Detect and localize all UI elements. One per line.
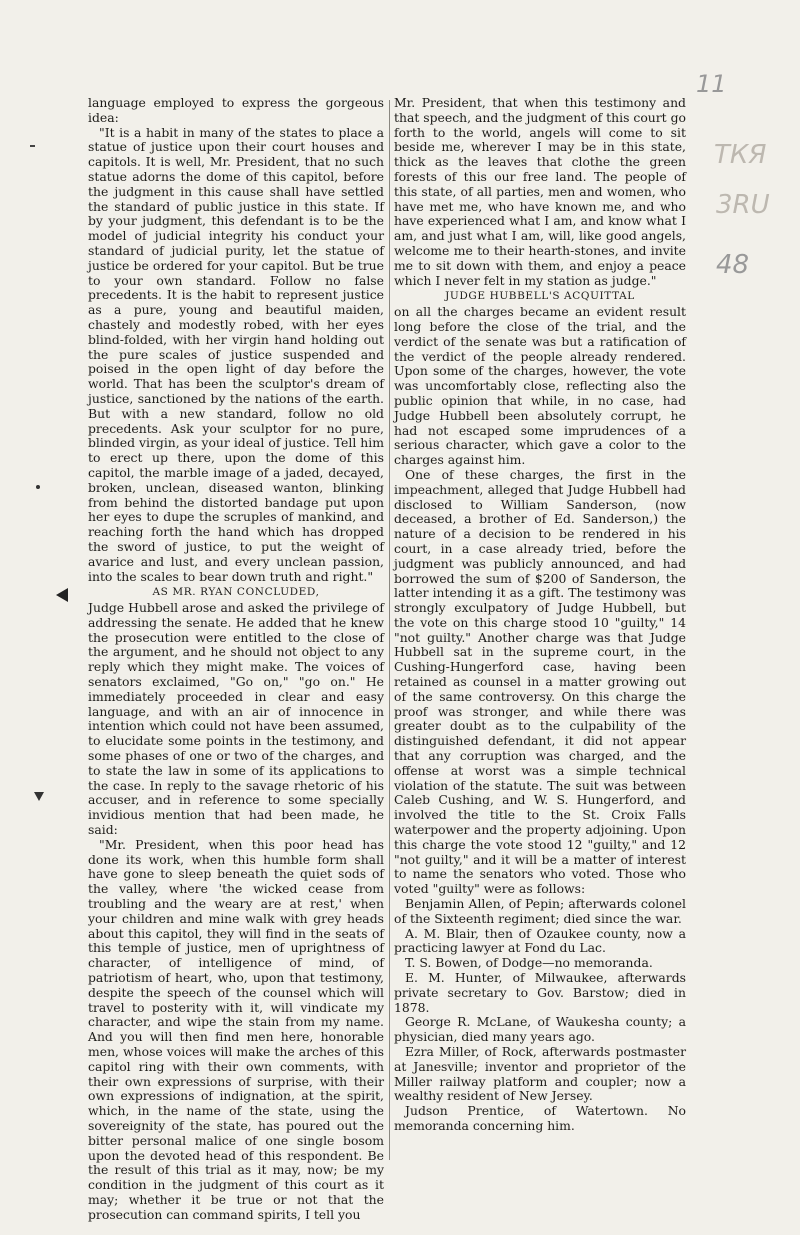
right-column [394, 96, 686, 1134]
article-paragraph: "Mr. President, when this poor head has done its work, when this humble form shall have gone to sleep beneath the quiet sods of the valley, where 'the wicked cease from troubling and the weary are at rest,' when your children and mine walk with grey heads about this capitol, they will find in the seats of this temple of justice, men of uprightness of character, of intelligence of mind, of patriotism of heart, who, upon that testimony, despite the speech of the counsel which will travel to posterity with it, will vindicate my character, and wipe the stain from my name. And you will then find men here, honorable men, whose voices will make the arches of this capitol ring with their own comments, with their own expressions of surprise, with their own expressions of indignation, at the spirit, which, in the name of the state, using the sovereignity of the state, has poured out the bitter personal malice of one single bosom upon the devoted head of this respondent. Be the result of this trial as it may, now; be my condition in the judgment of this court as it may; whether it be true or not that the prosecution can command spirits, I tell you [88, 836, 384, 1222]
article-paragraph: "It is a habit in many of the states to place a statue of justice upon their court houses and capitols. It is well, Mr. President, that no such statue adorns the dome of this capitol, before the judgment in this cause shall have settled the standard of public justice in this state. If by your judgment, this defendant is to be the model of judicial integrity his conduct your standard of judicial purity, let the statue of justice be ordered for your capitol. But be true to your own standard. Follow no false precedents. It is the habit to represent justice as a pure, young and beautiful maiden, chastely and modestly robed, with her eyes blind-folded, with her virgin hand holding out the pure scales of justice suspended and poised in the open light of day before the world. That has been the sculptor's dream of justice, sanctioned by the nations of the earth. But with a new standard, follow no old precedents. Ask your sculptor for no pure, blinded virgin, as your ideal of justice. Tell him to erect up there, upon the dome of this capitol, the marble image of a jaded, decayed, broken, unclean, diseased wanton, blinking from behind the distorted bandage put upon her eyes to dupe the scruples of mankind, and reaching forth the hand which has dropped the sword of justice, to put the weight of avarice and lust, and every unclean passion, into the scales to bear down truth and right." [88, 124, 384, 584]
article-paragraph: One of these charges, the first in the impeachment, alleged that Judge Hubbell had disclosed to William Sanderson, (now deceased, a brother of Ed. Sanderson,) the nature of a decision to be rendered in his court, in a case already tried, before the judgment was publicly announced, and had borrowed the sum of $200 of Sanderson, the latter intending it as a gift. The testimony was strongly exculpatory of Judge Hubbell, but the vote on this charge stood 10 "guilty," 14 "not guilty." Another charge was that Judge Hubbell sat in the supreme court, in the Cushing-Hungerford case, having been retained as counsel in a matter growing out of the same controversy. On this charge the proof was stronger, and while there was greater doubt as to the culpability of the distinguished defendant, it did not appear that any corruption was charged, and the offense at worst was a simple technical violation of the statute. The suit was between Caleb Cushing, and W. S. Hungerford, and involved the title to the St. Croix Falls waterpower and the property adjoining. Upon this charge the vote stood 12 "guilty," and 12 "not guilty," and it will be a matter of interest to name the senators who voted. Those who voted "guilty" were as follows: [394, 466, 686, 897]
article-paragraph: Judson Prentice, of Watertown. No memoranda concerning him. [394, 1103, 686, 1133]
margin-arrow-mark [34, 792, 44, 801]
article-paragraph: Benjamin Allen, of Pepin; afterwards colonel of the Sixteenth regiment; died since the war. [394, 896, 686, 926]
article-paragraph: Mr. President, that when this testimony and that speech, and the judgment of this court go forth to the world, angels will come to sit beside me, wherever I may be in this state, thick as the leaves that clothe the green forests of this our free land. The people of this state, of all parties, men and women, who have met me, who have known me, and who have experienced what I am, and know what I am, and just what I am, will, like good angels, welcome me to their hearth-stones, and invite me to sit down with them, and enjoy a peace which I never felt in my station as judge." [394, 95, 686, 288]
article-paragraph: A. M. Blair, then of Ozaukee county, now a practicing lawyer at Fond du Lac. [394, 925, 686, 956]
column-divider [389, 100, 390, 1160]
article-paragraph: language employed to express the gorgeous idea: [88, 95, 384, 125]
article-paragraph: E. M. Hunter, of Milwaukee, afterwards private secretary to Gov. Barstow; died in 1878. [394, 970, 686, 1015]
section-heading: JUDGE HUBBELL'S ACQUITTAL [445, 290, 635, 303]
article-paragraph: George R. McLane, of Waukesha county; a physician, died many years ago. [394, 1014, 686, 1045]
article-paragraph: T. S. Bowen, of Dodge—no memoranda. [405, 955, 653, 971]
margin-note-2: 3RU [716, 190, 770, 220]
margin-arrow-mark [56, 588, 68, 602]
section-heading: AS MR. RYAN CONCLUDED, [152, 586, 320, 599]
margin-mark [36, 485, 40, 489]
left-column [88, 96, 384, 1223]
article-paragraph: Judge Hubbell arose and asked the privilege of addressing the senate. He added that he knew the prosecution were entitled to the close of the argument, and he should not object to any reply which they might make. The voices of senators exclaimed, "Go on," "go on." He immediately proceeded in clear and easy language, and with an air of innocence in intention which could not have been assumed, to elucidate some points in the testimony, and some phases of one or two of the charges, and to state the law in some of its applications to the case. In reply to the savage rhetoric of his accuser, and in reference to some specially invidious mention that had been made, he said: [88, 600, 384, 838]
article-paragraph: on all the charges became an evident result long before the close of the trial, and the verdict of the senate was but a ratification of the verdict of the people already rendered. Upon some of the charges, however, the vote was uncomfortably close, reflecting also the public opinion that while, in no case, had Judge Hubbell been absolutely corrupt, he had not escaped some imprudences of a serious character, which gave a color to the charges against him. [394, 304, 686, 468]
page-number-annotation: 11 [696, 70, 727, 98]
margin-note-3: 48 [716, 250, 750, 280]
article-paragraph: Ezra Miller, of Rock, afterwards postmaster at Janesville; inventor and proprietor of the Miller railway platform and coupler; now a wealthy resident of New Jersey. [394, 1044, 686, 1104]
margin-mark [30, 145, 35, 147]
margin-note-1: ТКЯ [714, 140, 767, 170]
